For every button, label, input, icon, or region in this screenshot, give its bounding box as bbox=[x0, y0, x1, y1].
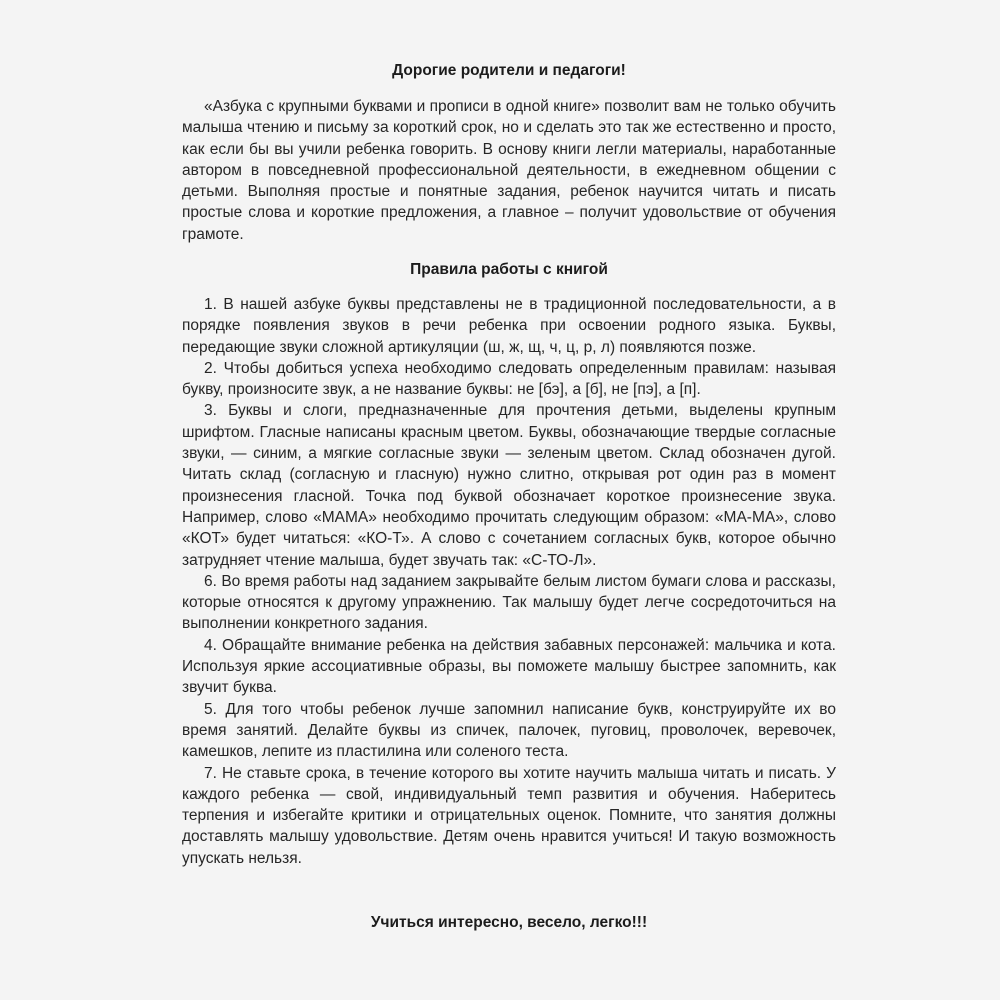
rule-item: 6. Во время работы над заданием закрывайте белым листом бумаги слова и рассказы, которые относятся к другому упражнению. Так малышу будет легче сосредоточиться на выполнении конкретного задания. bbox=[182, 572, 836, 633]
rule-item: 3. Буквы и слоги, предназначенные для прочтения детьми, выделены крупным шрифтом. Гласные написаны красным цветом. Буквы, обозначающие твердые согласные звуки, — синим, а мягкие согласные звуки — зеленым цветом. Склад обозначен дугой. Читать склад (согласную и гласную) нужно слитно, открывая рот один раз в момент произнесения гласной. Точка под буквой обозначает короткое произнесение звука. Например, слово «МАМА» необходимо прочитать следующим образом: «МА-МА», слово «КОТ» будет читаться: «КО-Т». А слово с сочетанием согласных букв, которое обычно затрудняет чтение малыша, будет звучать так: «С-ТО-Л». bbox=[182, 402, 836, 569]
page-title: Дорогие родители и педагоги! bbox=[392, 62, 626, 79]
rule-item: 4. Обращайте внимание ребенка на действия забавных персонажей: мальчика и кота. Используя яркие ассоциативные образы, вы поможете малышу быстрее запомнить, как звучит буква. bbox=[182, 636, 836, 697]
rule-item: 5. Для того чтобы ребенок лучше запомнил написание букв, конструируйте их во время занятий. Делайте буквы из спичек, палочек, пуговиц, проволочек, веревочек, камешков, лепите из пластилина или соленого теста. bbox=[182, 700, 836, 761]
rule-item: 7. Не ставьте срока, в течение которого вы хотите научить малыша читать и писать. У каждого ребенка — свой, индивидуальный темп развития и обучения. Наберитесь терпения и избегайте критики и отрицательных оценок. Помните, что занятия должны доставлять малышу удовольствие. Детям очень нравится учиться! И такую возможность упускать нельзя. bbox=[182, 764, 836, 867]
closing-line: Учиться интересно, весело, легко!!! bbox=[370, 914, 648, 931]
rule-item: 1. В нашей азбуке буквы представлены не в традиционной последовательности, а в порядке появления звуков в речи ребенка при освоении родного языка. Буквы, передающие звуки сложной артикуляции (ш, ж, щ, ч, ц, р, л) появляются позже. bbox=[182, 296, 836, 356]
rules-heading: Правила работы с книгой bbox=[410, 261, 608, 278]
intro-block bbox=[182, 96, 836, 245]
rule-item: 2. Чтобы добиться успеха необходимо следовать определенным правилам: называя букву, произносите звук, а не название буквы: не [бэ], а [б], не [пэ], а [п]. bbox=[182, 359, 836, 399]
rules-block bbox=[182, 294, 836, 869]
intro-paragraph: «Азбука с крупными буквами и прописи в одной книге» позволит вам не только обучить малыша чтению и письму за короткий срок, но и сделать это так же естественно и просто, как если бы вы учили ребенка говорить. В основу книги легли материалы, наработанные автором в повседневной профессиональной деятельности, в ежедневном общении с детьми. Выполняя простые и понятные задания, ребенок научится читать и писать простые слова и короткие предложения, а главное – получит удовольствие от обучения грамоте. bbox=[182, 98, 836, 243]
